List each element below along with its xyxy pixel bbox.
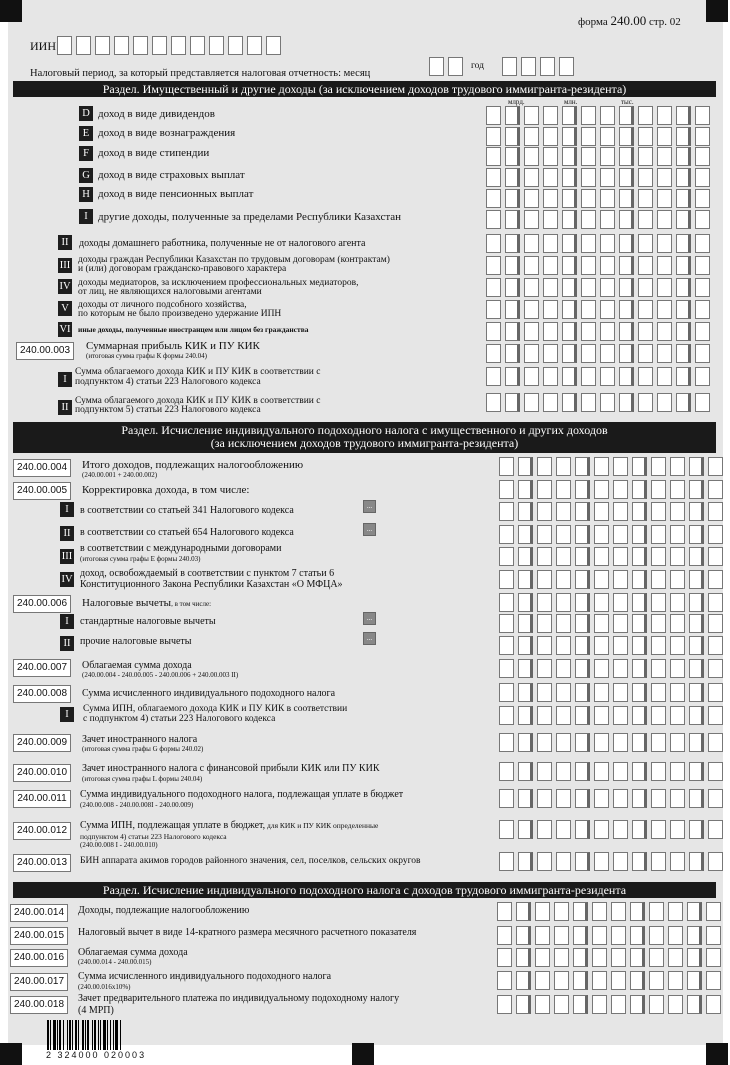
section-3-title: Раздел. Исчисление индивидуального подоходного налога с доходов трудового иммигранта-резидента — [13, 882, 716, 898]
r012-label-a: Сумма ИПН, подлежащая уплате в бюджет, для КИК и ПУ КИК определенные — [80, 820, 379, 831]
r004-label: Итого доходов, подлежащих налогообложению — [82, 459, 304, 471]
r018-label: Зачет предварительного платежа по индивидуальному подоходному налогу — [78, 993, 400, 1004]
period-month-cells[interactable] — [429, 57, 463, 76]
section-1-title: Раздел. Имущественный и другие доходы (за исключением доходов трудового иммигранта-резидента) — [13, 81, 716, 97]
amount-cells-s2-14[interactable] — [499, 789, 723, 808]
item-foreigner-income: иные доходы, полученные иностранцем или лицом без гражданства — [78, 325, 309, 334]
letter-h: H — [79, 187, 93, 202]
item-pension: доход в виде пенсионных выплат — [98, 188, 254, 200]
r014-label: Доходы, подлежащие налогообложению — [78, 905, 250, 916]
form-prefix: форма — [578, 16, 608, 28]
r008-label: Сумма исчисленного индивидуального подоходного налога — [82, 688, 336, 699]
code-240-00-003: 240.00.003 — [16, 342, 74, 360]
code-240-00-018: 240.00.018 — [10, 996, 68, 1014]
r009-label: Зачет иностранного налога — [82, 734, 198, 745]
r005-1-button[interactable]: ... — [363, 500, 376, 513]
amount-cells-s1-2[interactable] — [486, 147, 710, 166]
code-240-00-014: 240.00.014 — [10, 904, 68, 922]
item-stipend: доход в виде стипендии — [98, 147, 210, 159]
item-labor-contracts-2: и (или) договорам гражданско-правового характера — [78, 264, 287, 274]
item-other-income-abroad: другие доходы, полученные за пределами Республики Казахстан — [98, 211, 402, 223]
r011-note: (240.00.008 - 240.00.008I - 240.00.009) — [80, 801, 194, 809]
r015-label: Налоговый вычет в виде 14-кратного размера месячного расчетного показателя — [78, 927, 417, 938]
iin-label: ИИН — [30, 39, 56, 53]
digit-label-thousands: тыс. — [621, 98, 634, 106]
code-240-00-004: 240.00.004 — [13, 459, 71, 477]
amount-cells-s2-6[interactable] — [499, 593, 723, 612]
amount-cells-s3-3[interactable] — [497, 971, 721, 990]
r012-label-b: подпунктом 4) статьи 223 Налогового кодекса — [80, 832, 227, 841]
kik-taxable-2a: Сумма облагаемого дохода КИК и ПУ КИК в соответствии с — [75, 396, 321, 406]
letter-g: G — [79, 168, 93, 183]
kik-taxable-1b: подпунктом 4) статьи 223 Налогового кодекса — [75, 377, 261, 387]
letter-e: E — [79, 126, 93, 141]
item-insurance: доход в виде страховых выплат — [98, 169, 245, 181]
letter-r005-iii: III — [61, 551, 73, 562]
digit-label-millions: млн. — [564, 98, 578, 106]
iin-cells[interactable] — [57, 36, 281, 55]
r017-note: (240.00.016х10%) — [78, 983, 131, 991]
amount-cells-s2-10[interactable] — [499, 683, 723, 702]
letter-r005-i: I — [60, 502, 74, 517]
code-240-00-010: 240.00.010 — [13, 764, 71, 782]
code-240-00-008: 240.00.008 — [13, 685, 71, 703]
amount-cells-s3-1[interactable] — [497, 926, 721, 945]
corner-marker-bottom-right — [706, 1043, 728, 1065]
amount-cells-s2-13[interactable] — [499, 762, 723, 781]
letter-i: I — [79, 209, 93, 224]
corner-marker-bottom-mid — [352, 1043, 374, 1065]
amount-cells-s2-0[interactable] — [499, 457, 723, 476]
barcode — [45, 1020, 153, 1050]
letter-r006-ii: II — [60, 636, 74, 651]
letter-f: F — [79, 146, 93, 161]
barcode-number: 2 324000 020003 — [46, 1050, 147, 1060]
r010-label: Зачет иностранного налога с финансовой прибыли КИК или ПУ КИК — [82, 763, 380, 774]
code-240-00-012: 240.00.012 — [13, 822, 71, 840]
amount-cells-s1-8[interactable] — [486, 278, 710, 297]
r006-2-label: прочие налоговые вычеты — [80, 636, 192, 647]
letter-r005-ii: II — [60, 526, 74, 541]
corner-marker-bottom-left — [0, 1043, 22, 1065]
letter-r008-i: I — [60, 707, 74, 722]
r009-note: (итоговая сумма графы G формы 240.02) — [82, 745, 204, 753]
item-dividends: доход в виде дивидендов — [98, 108, 215, 120]
amount-cells-s1-0[interactable] — [486, 106, 710, 125]
amount-cells-s1-6[interactable] — [486, 234, 710, 253]
r008-1-label-a: Сумма ИПН, облагаемого дохода КИК и ПУ КИК в соответствии — [83, 704, 348, 714]
amount-cells-s2-1[interactable] — [499, 480, 723, 499]
r007-note: (240.00.004 - 240.00.005 - 240.00.006 + 240.00.003 II) — [82, 671, 239, 679]
r016-label: Облагаемая сумма дохода — [78, 947, 188, 958]
item-domestic-worker: доходы домашнего работника, полученные не от налогового агента — [79, 238, 366, 249]
item-rewards: доход в виде вознаграждения — [98, 127, 236, 139]
r013-label: БИН аппарата акимов городов районного значения, сел, поселков, сельских округов — [80, 856, 421, 866]
letter-r005-iv: IV — [61, 574, 73, 585]
letter-d: D — [79, 106, 93, 121]
corner-marker-top-right — [706, 0, 728, 22]
amount-cells-s1-3[interactable] — [486, 168, 710, 187]
code-240-00-016: 240.00.016 — [10, 949, 68, 967]
amount-cells-s1-1[interactable] — [486, 127, 710, 146]
amount-cells-s3-2[interactable] — [497, 948, 721, 967]
amount-cells-s1-4[interactable] — [486, 189, 710, 208]
item-household-2: по которым не было произведено удержание ИПН — [78, 309, 282, 319]
r005-2-label: в соответствии со статьей 654 Налогового кодекса — [80, 527, 294, 538]
r006-label: Налоговые вычеты, в том числе: — [82, 597, 212, 609]
amount-cells-s1-5[interactable] — [486, 210, 710, 229]
r006-2-button[interactable]: ... — [363, 632, 376, 645]
code-240-00-005: 240.00.005 — [13, 482, 71, 500]
period-year-label: год — [471, 61, 484, 71]
letter-r006-i: I — [60, 614, 74, 629]
amount-cells-s2-16[interactable] — [499, 852, 723, 871]
amount-cells-s2-8[interactable] — [499, 636, 723, 655]
amount-cells-s2-12[interactable] — [499, 733, 723, 752]
period-year-cells[interactable] — [502, 57, 574, 76]
amount-cells-s1-13[interactable] — [486, 393, 710, 412]
form-page-number: стр. 02 — [648, 16, 681, 28]
code-240-00-007: 240.00.007 — [13, 659, 71, 677]
item-mediators-1: доходы медиаторов, за исключением профессиональных медиаторов, — [78, 278, 359, 288]
r017-label: Сумма исчисленного индивидуального подоходного налога — [78, 971, 332, 982]
amount-cells-s2-4[interactable] — [499, 547, 723, 566]
r008-1-label-b: с подпунктом 4) статьи 223 Налогового кодекса — [83, 714, 276, 724]
r005-3-label: в соответствии с международными договорами — [80, 543, 282, 554]
r016-note: (240.00.014 - 240.00.015) — [78, 958, 152, 966]
r006-1-label: стандартные налоговые вычеты — [80, 616, 216, 627]
letter-vi: VI — [59, 324, 71, 335]
kik-taxable-1a: Сумма облагаемого дохода КИК и ПУ КИК в соответствии с — [75, 367, 321, 377]
amount-cells-s1-9[interactable] — [486, 300, 710, 319]
amount-cells-s2-9[interactable] — [499, 659, 723, 678]
amount-cells-s2-15[interactable] — [499, 820, 723, 839]
corner-marker-top-left — [0, 0, 22, 22]
letter-kik-i: I — [58, 372, 72, 387]
r005-4-label-a: доход, освобождаемый в соответствии с пунктом 7 статьи 6 — [80, 568, 335, 579]
amount-cells-s1-12[interactable] — [486, 367, 710, 386]
amount-cells-s3-4[interactable] — [497, 995, 721, 1014]
r018-note: (4 МРП) — [78, 1005, 114, 1016]
amount-cells-s2-3[interactable] — [499, 525, 723, 544]
r005-label: Корректировка дохода, в том числе: — [82, 484, 250, 496]
amount-cells-s1-11[interactable] — [486, 344, 710, 363]
r004-note: (240.00.001 + 240.00.002) — [82, 471, 158, 479]
code-240-00-009: 240.00.009 — [13, 734, 71, 752]
code-240-00-017: 240.00.017 — [10, 973, 68, 991]
letter-ii: II — [58, 235, 72, 250]
letter-v: V — [58, 301, 72, 316]
r011-label: Сумма индивидуального подоходного налога, подлежащая уплате в бюджет — [80, 789, 404, 800]
amount-cells-s1-10[interactable] — [486, 322, 710, 341]
amount-cells-s2-7[interactable] — [499, 614, 723, 633]
r005-2-button[interactable]: ... — [363, 523, 376, 536]
kik-profit-note: (итоговая сумма графы К формы 240.04) — [86, 352, 207, 360]
code-240-00-011: 240.00.011 — [13, 790, 71, 808]
kik-taxable-2b: подпунктом 5) статьи 223 Налогового кодекса — [75, 405, 261, 415]
amount-cells-s2-5[interactable] — [499, 570, 723, 589]
r010-note: (итоговая сумма графы L формы 240.04) — [82, 775, 203, 783]
r005-1-label: в соответствии со статьей 341 Налогового кодекса — [80, 505, 294, 516]
code-240-00-013: 240.00.013 — [13, 854, 71, 872]
form-header — [578, 13, 681, 29]
section-2-title: Раздел. Исчисление индивидуального подоходного налога с имущественного и других доходов (за исключением доходов трудового иммигранта-резидента) — [13, 422, 716, 453]
item-household-1: доходы от личного подсобного хозяйства, — [78, 300, 247, 310]
item-labor-contracts-1: доходы граждан Республики Казахстан по трудовым договорам (контрактам) — [78, 255, 390, 265]
code-240-00-006: 240.00.006 — [13, 595, 71, 613]
letter-kik-ii: II — [58, 400, 72, 415]
amount-cells-s2-2[interactable] — [499, 502, 723, 521]
form-number: 240.00 — [610, 13, 647, 28]
r005-3-note: (итоговая сумма графы Е формы 240.03) — [80, 555, 201, 563]
letter-iv: IV — [59, 281, 71, 292]
r005-4-label-b: Конституционного Закона Республики Казахстан «О МФЦА» — [80, 579, 343, 590]
amount-cells-s3-0[interactable] — [497, 902, 721, 921]
period-label: Налоговый период, за который представляется налоговая отчетность: месяц — [30, 68, 371, 79]
amount-cells-s1-7[interactable] — [486, 256, 710, 275]
digit-label-billions: млрд. — [508, 98, 525, 106]
letter-iii: III — [59, 260, 71, 271]
amount-cells-s2-11[interactable] — [499, 706, 723, 725]
code-240-00-015: 240.00.015 — [10, 927, 68, 945]
r012-note: (240.00.008 I - 240.00.010) — [80, 841, 158, 849]
item-mediators-2: от лиц, не являющихся налоговыми агентами — [78, 287, 262, 297]
kik-profit-label: Суммарная прибыль КИК и ПУ КИК — [86, 340, 260, 352]
r006-1-button[interactable]: ... — [363, 612, 376, 625]
r007-label: Облагаемая сумма дохода — [82, 660, 192, 671]
